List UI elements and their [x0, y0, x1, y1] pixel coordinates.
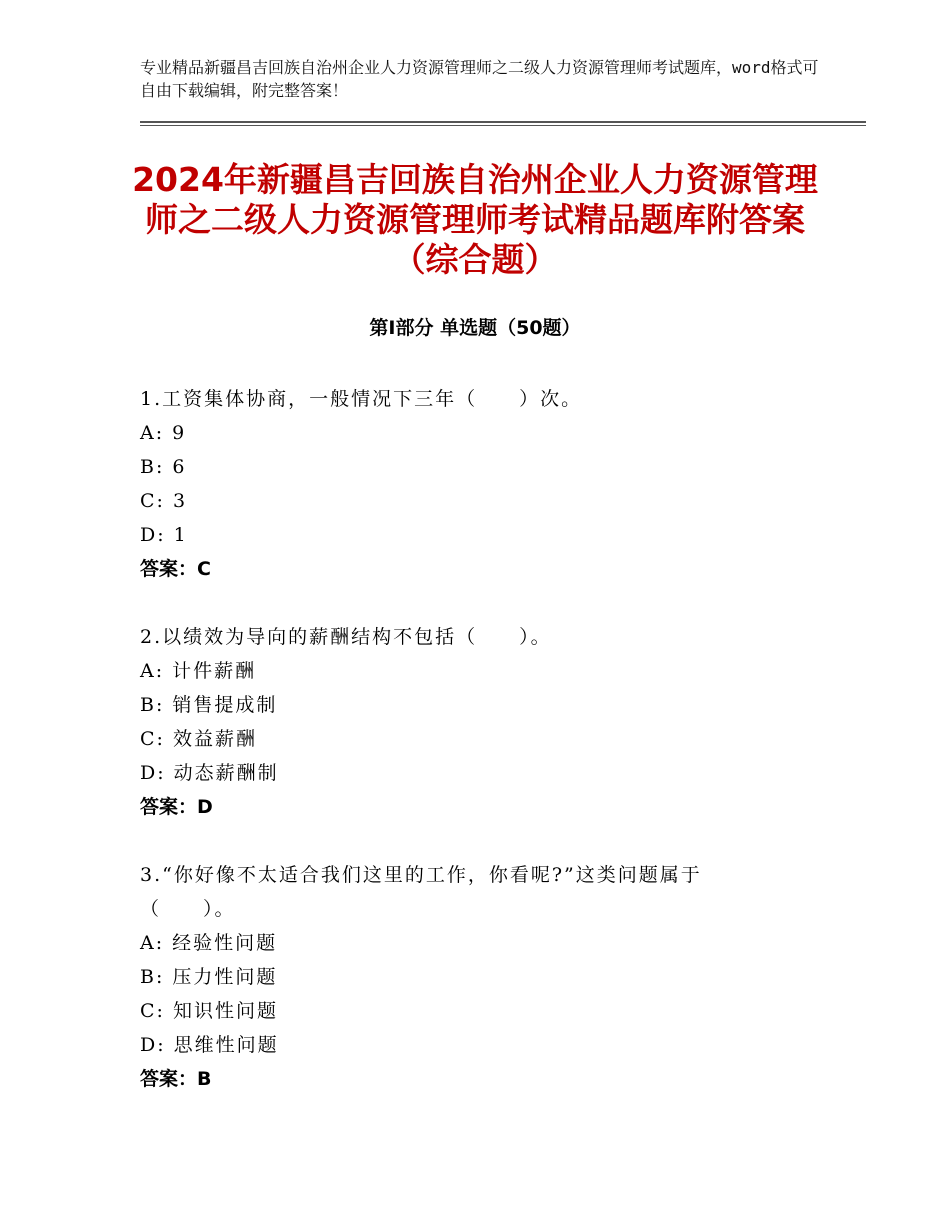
option-b: B: 销售提成制 [140, 694, 278, 716]
option-a: A: 经验性问题 [140, 932, 278, 954]
document-title: 2024年新疆昌吉回族自治州企业人力资源管理师之二级人力资源管理师考试精品题库附答案（综合题） [132, 160, 818, 279]
section-heading: 第Ⅰ部分 单选题（50题） [369, 317, 581, 339]
question-text-line-1: 3.“你好像不太适合我们这里的工作，你看呢?”这类问题属于 [140, 864, 702, 886]
option-b: B: 压力性问题 [140, 966, 278, 988]
option-a: A: 计件薪酬 [140, 660, 257, 682]
question-3 [140, 858, 840, 1096]
question-list [140, 382, 840, 1130]
question-1 [140, 382, 840, 586]
answer-label: 答案：B [140, 1068, 212, 1090]
option-a: A: 9 [140, 422, 187, 444]
option-d: D: 1 [140, 524, 188, 546]
option-c: C: 效益薪酬 [140, 728, 257, 750]
option-d: D: 动态薪酬制 [140, 762, 279, 784]
header-note: 专业精品新疆昌吉回族自治州企业人力资源管理师之二级人力资源管理师考试题库，word格式可自由下载编辑，附完整答案！ [140, 58, 819, 100]
answer-label: 答案：D [140, 796, 213, 818]
question-text-line-2: （ ）。 [140, 898, 236, 920]
option-c: C: 3 [140, 490, 188, 512]
option-d: D: 思维性问题 [140, 1034, 279, 1056]
question-text: 1.工资集体协商，一般情况下三年（ ）次。 [140, 388, 583, 410]
header-divider-thick [140, 121, 866, 123]
header-divider-thin [140, 125, 866, 126]
answer-label: 答案：C [140, 558, 211, 580]
question-text [140, 858, 840, 926]
option-b: B: 6 [140, 456, 187, 478]
question-text: 2.以绩效为导向的薪酬结构不包括（ ）。 [140, 626, 552, 648]
option-c: C: 知识性问题 [140, 1000, 278, 1022]
question-2 [140, 620, 840, 824]
